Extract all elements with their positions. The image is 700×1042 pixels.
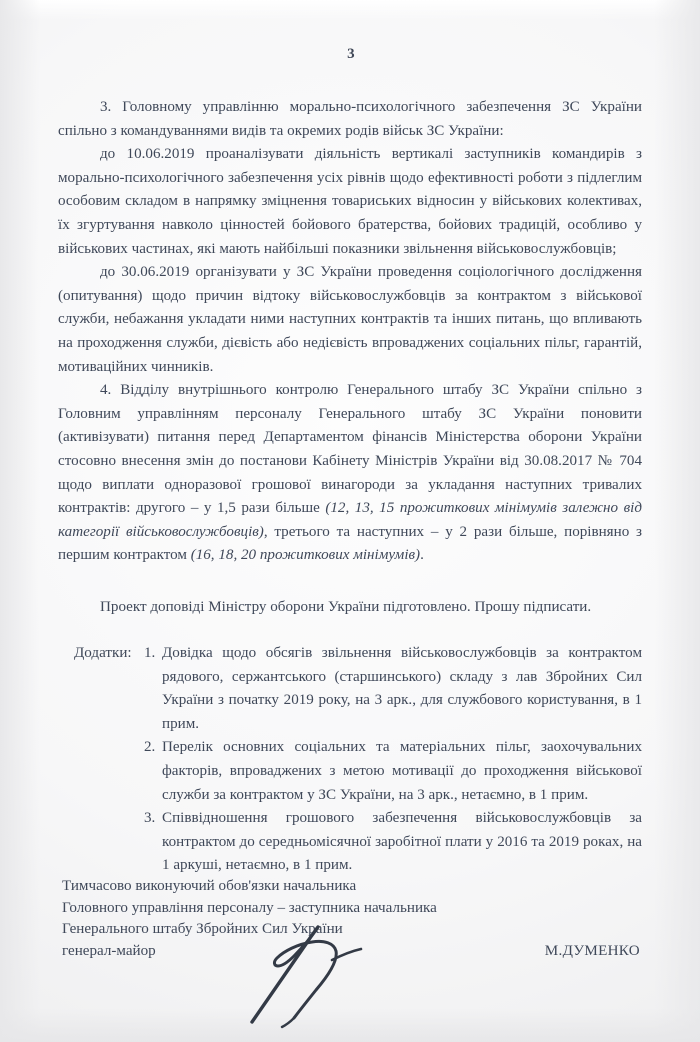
attachment-item <box>144 736 642 807</box>
paragraph-spacer <box>58 568 642 596</box>
page-content <box>58 0 644 1042</box>
attachment-item-text: Співвідношення грошового забезпечення військовослужбовців за контрактом до середньомісячної заробітної плати у 2016 та 2019 роках, на 1 аркуші, нетаємно, в 1 прим. <box>162 810 642 874</box>
attachments-block <box>58 642 642 878</box>
page-number: 3 <box>347 46 355 62</box>
paragraph-item-4-italic-2: (16, 18, 20 прожиткових мінімумів) <box>190 547 421 564</box>
attachments-label: Додатки: <box>74 645 132 661</box>
paragraph-closing: Проект доповіді Міністру оборони України підготовлено. Прошу підписати. <box>100 598 592 615</box>
attachment-item-text: Довідка щодо обсягів звільнення військовослужбовців за контрактом рядового, сержантського (старшинського) складу з лав Збройних Сил України з початку 2019 року, на 3 арк., для службового користування, в 1 прим. <box>162 645 642 732</box>
signatory-title-line-1: Тимчасово виконуючий обов'язки начальника <box>62 878 357 894</box>
attachment-item-number: 1. <box>144 645 156 661</box>
paragraph-item-4-part-1: 4. Відділу внутрішнього контролю Генерального штабу ЗС України спільно з Головним управлінням персоналу Генерального штабу ЗС України поновити (активізувати) питання перед Департаментом фінансів Міністерства оборони України стосовно внесення змін до постанови Кабінету Міністрів України від 30.08.2017 № 704 щодо виплати одноразової грошової винагороди за укладання наступних тривалих контрактів: другого – у 1,5 рази більше <box>58 382 642 517</box>
paragraph-item-4-part-2: , третього та наступних – у 2 рази більше, порівняно з першим контрактом <box>58 523 642 564</box>
paragraph-item-4 <box>58 379 642 568</box>
attachment-item <box>144 807 642 878</box>
signatory-title-line-2: Головного управління персоналу – заступника начальника <box>62 899 437 916</box>
paragraph-item-3: 3. Головному управлінню морально-психологічного забезпечення ЗС України спільно з командуваннями видів та окремих родів військ ЗС України: <box>58 99 642 139</box>
signatory-name: М.ДУМЕНКО <box>544 942 640 959</box>
document-text <box>58 96 642 619</box>
signatory-rank: генерал-майор <box>62 942 156 959</box>
paragraph-deadline-10-06-2019: до 10.06.2019 проаналізувати діяльність вертикалі заступників командирів з морально-психологічного забезпечення усіх рівнів щодо ефективності роботи з підлеглим особовим складом в напрямку зміцнення товариських відносин у військових колективах, їх згуртування навколо цінностей бойового братерства, бойових традицій, особливо у військових частинах, які мають найбільші показники звільнення військовослужбовців; <box>58 146 642 257</box>
signatory-title-line-3: Генерального штабу Збройних Сил України <box>62 921 343 937</box>
signature-block <box>62 876 646 962</box>
signatory-rank-and-name-row <box>62 941 646 963</box>
attachment-item-number: 2. <box>144 739 156 756</box>
paragraph-item-4-italic-1: (12, 13, 15 прожиткових мінімумів залежно від категорії військовослужбовців) <box>58 500 643 540</box>
attachment-item <box>144 642 642 736</box>
attachment-item-text: Перелік основних соціальних та матеріальних пільг, заохочувальних факторів, впроваджених з метою мотивації до проходження військової служби за контрактом у ЗС України, на 3 арк., нетаємно, в 1 прим. <box>162 739 642 803</box>
attachments-row <box>58 642 642 878</box>
attachment-item-number: 3. <box>144 810 156 827</box>
attachments-list <box>144 642 642 878</box>
scan-edge-shading-left <box>0 0 40 1042</box>
scan-edge-shading-right <box>654 0 700 1042</box>
paragraph-deadline-30-06-2019: до 30.06.2019 організувати у ЗС України проведення соціологічного дослідження (опитування) щодо причин відтоку військовослужбовців за контрактом з військової служби, небажання укладати ними наступних контрактів та інших питань, що впливають на проходження служби, дієвість або недієвість впроваджених соціальних пільг, гарантій, мотиваційних чинників. <box>58 264 642 375</box>
paragraph-item-4-part-3: . <box>420 547 424 564</box>
